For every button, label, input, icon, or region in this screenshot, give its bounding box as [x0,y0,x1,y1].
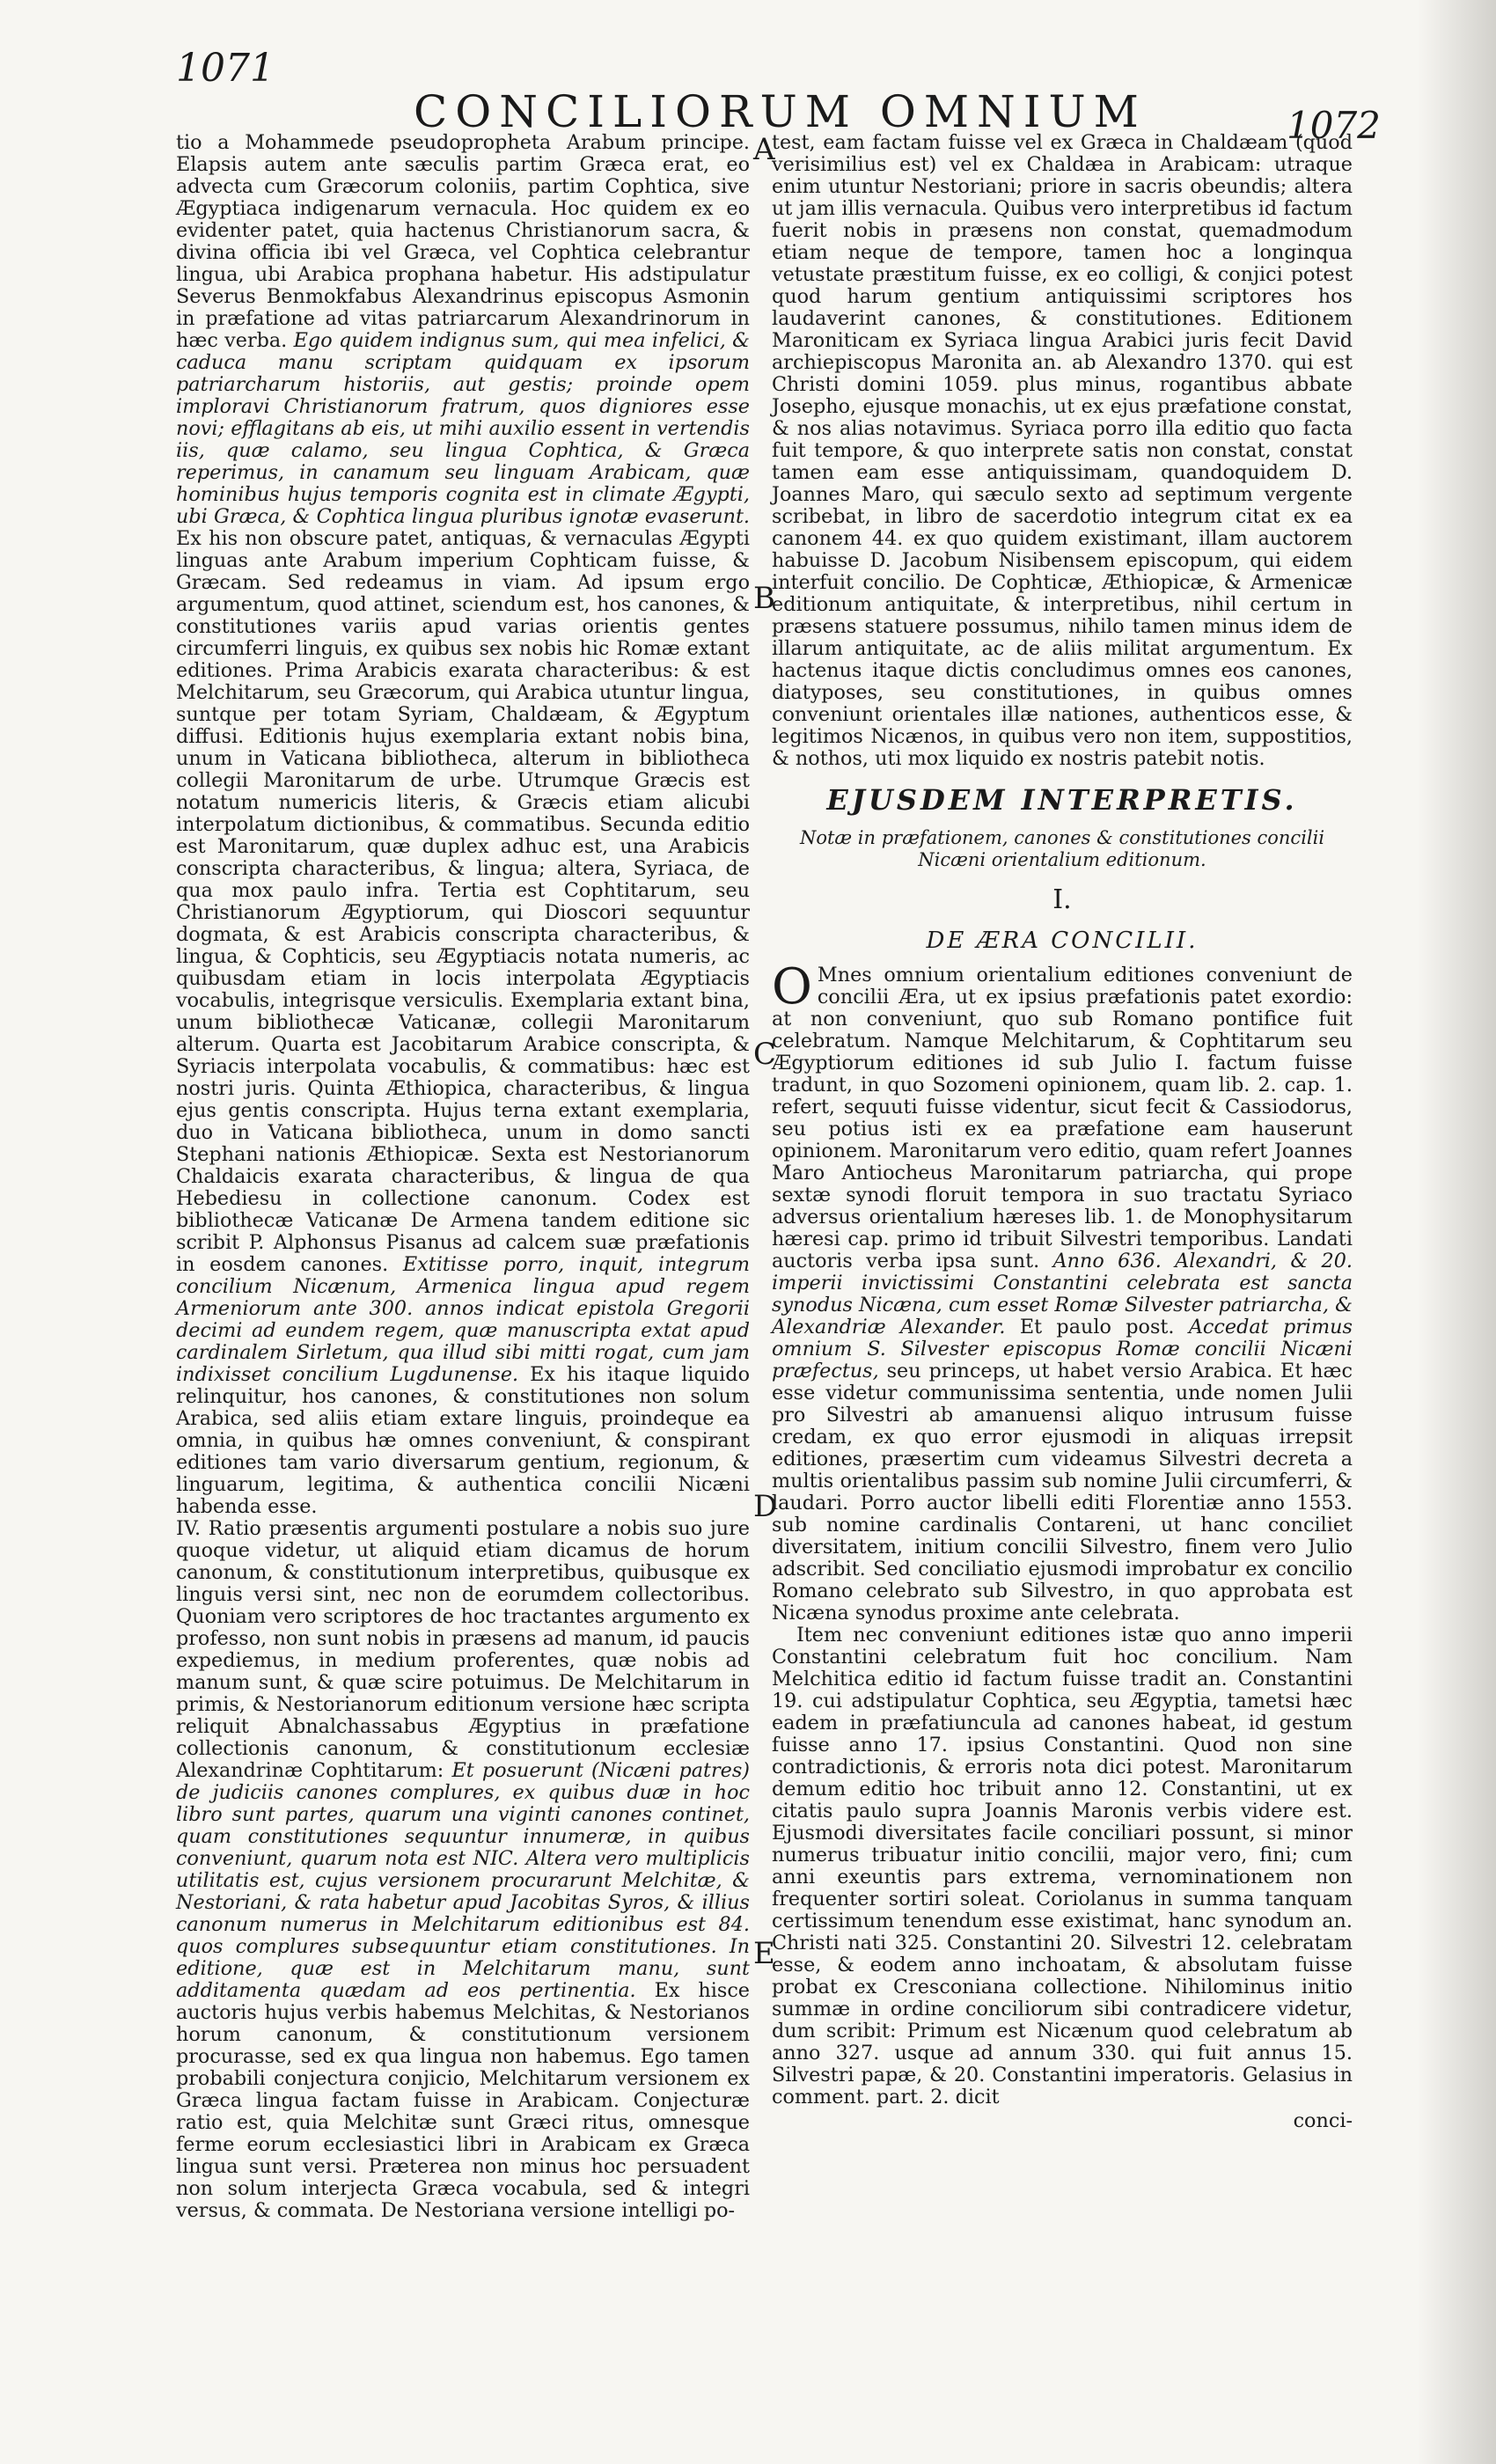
left-text-column [176,132,750,2222]
left-paragraph-1 [176,132,750,1518]
right-p2-quote: Anno 636. Alexandri, & 20. imperii invictissimi Constantini celebrata est sancta synodus Nicæna, cum esset Romæ Silvester patriarcha, & Alexandriæ Alexander. [772,1250,1353,1338]
running-head-title: CONCILIORUM OMNIUM [414,86,1147,137]
margin-letter-c: C [753,1037,777,1072]
drop-cap-letter: O [772,958,812,1016]
right-p2-quote-2: Accedat primus omnium S. Silvester episcopus Romæ concilii Nicæni præfectus, [772,1316,1353,1382]
section-subtitle: Notæ in præfationem, canones & constitutiones concilii Nicæni orientalium editionum. [799,827,1325,870]
left-paragraph-2 [176,1518,750,2222]
section-title: EJUSDEM INTERPRETIS. [826,783,1298,817]
left-p2-quote: Et posuerunt (Nicæni patres) de judiciis canones complures, ex quibus duæ in hoc libro sunt partes, quarum una viginti canones continet, quam constitutiones sequuntur innumeræ, in quibus conveniunt, quarum nota est NIC. Altera vero multiplicis utilitatis est, cujus versionem procurarunt Melchitæ, & Nestoriani, & rata habetur apud Jacobitas Syros, & illius canonum numerus in Melchitarum editionibus est 84. quos complures subsequuntur etiam constitutiones. In editione, quæ est in Melchitarum manu, sunt additamenta quædam ad eos pertinentia. [176,1759,750,2002]
left-p1-tail-2: Ex his itaque liquido relinquitur, hos canones, & constitutiones non solum Arabica, sed aliis etiam extare linguis, proindeque ea omnia, in quibus hæ omnes conveniunt, & conspirant editiones tam vario diversarum gentium, regionum, & linguarum, legitima, & authentica concilii Nicæni habenda esse. [176,1363,751,1518]
left-p2-tail: Ex hisce auctoris hujus verbis habemus Melchitas, & Nestorianos horum canonum, & constitutionum versionem procurasse, sed ex qua lingua non habemus. Ego tamen probabili conjectura conjicio, Melchitarum versionem ex Græca lingua factam fuisse in Arabicam. Conjecturæ ratio est, quia Melchitæ sunt Græci ritus, omnesque ferme eorum ecclesiastici libri in Arabicam ex Græca lingua sunt versi. Præterea non minus hoc persuadent non solum interjecta Græca vocabula, sed & integri versus, & commata. De Nestoriana versione intelligi po- [176,1979,750,2222]
margin-letter-b: B [753,581,775,616]
catchword: conci- [1293,2109,1353,2132]
page-number-right: 1072 [1287,104,1381,147]
right-p2-mid: Et paulo post. [1019,1316,1175,1338]
right-paragraph-2 [772,958,1353,1624]
left-p1-quote-2: Extitisse porro, inquit, integrum concilium Nicænum, Armenica lingua apud regem Armeniorum ante 300. annos indicat epistola Gregorii decimi ad eundem regem, quæ manuscripta extat apud cardinalem Sirletum, qua illud sibi mitti rogat, cum jam indixisset concilium Lugdunense. [176,1253,750,1386]
right-paragraph-3: Item nec conveniunt editiones istæ quo anno imperii Constantini celebratum fuit hoc concilium. Nam Melchitica editio id factum fuisse tradit an. Constantini 19. cui adstipulatur Cophtica, seu Ægyptia, tametsi hæc eadem in præfatiuncula ad canones habeat, id gestum fuisse anno 17. ipsius Constantini. Quod non sine contradictionis, & erroris nota dici potest. Maronitarum demum editio hoc tribuit anno 12. Constantini, ut ex citatis paulo supra Joannis Maronis verbis videre est. Ejusmodi diversitates facile conciliari possunt, si minor numerus tribuatur initio concilii, major vero, fini; cum anni exeuntis pars extrema, vernominationem non frequenter sortiri soleat. Coriolanus in summa tanquam certissimum tenendum esse existimat, hanc synodum an. Christi nati 325. Constantini 20. Silvestri 12. celebratam esse, & eodem anno inchoatam, & absolutam fuisse probat ex Cresconiana collectione. Nihilominus initio summæ in ordine conciliorum sibi contradicere videtur, dum scribit: Primum est Nicænum quod celebratum ab anno 327. usque ad annum 330. qui fuit annus 15. Silvestri papæ, & 20. Constantini imperatoris. Gelasius in comment. part. 2. dicit [772,1624,1353,2108]
page-number-left: 1071 [176,46,275,91]
right-text-column [772,132,1353,2132]
page-gutter-shadow [1417,0,1496,2464]
section-heading: DE ÆRA CONCILII. [926,928,1199,954]
margin-letter-d: D [753,1489,778,1524]
left-p1-tail: Ex his non obscure patet, antiquas, & vernaculas Ægypti linguas ante Arabum imperium Cophticam fuisse, & Græcam. Sed redeamus in viam. Ad ipsum ergo argumentum, quod attinet, sciendum est, hos canones, & constitutiones variis apud varias orientis gentes circumferri linguis, ex quibus sex nobis hic Romæ extant editiones. Prima Arabicis exarata characteribus: & est Melchitarum, seu Græcorum, qui Arabica utuntur lingua, suntque per totam Syriam, Chaldæam, & Ægyptum diffusi. Editionis hujus exemplaria extant nobis bina, unum in Vaticana bibliotheca, alterum in bibliotheca collegii Maronitarum de urbe. Utrumque Græcis est notatum numericis literis, & Græcis etiam alicubi interpolatum dictionibus, & commatibus. Secunda editio est Maronitarum, quæ duplex adhuc est, una Arabicis conscripta characteribus, & lingua; altera, Syriaca, de qua mox paulo infra. Tertia est Cophtitarum, seu Christianorum Ægyptiorum, qui Dioscori sequuntur dogmata, & est Arabicis conscripta characteribus, & lingua, & Cophticis, seu Ægyptiacis notata numeris, ac quibusdam etiam in locis interpolata Ægyptiacis vocabulis, integrisque versiculis. Exemplaria extant bina, unum bibliothecæ Vaticanæ, collegii Maronitarum alterum. Quarta est Jacobitarum Arabice conscripta, & Syriacis interpolata vocabulis, & commatibus: hæc est nostri juris. Quinta Æthiopica, characteribus, & lingua ejus gentis conscripta. Hujus terna extant exemplaria, duo in Vaticana bibliotheca, unum in domo sancti Stephani nationis Æthiopicæ. Sexta est Nestorianorum Chaldaicis exarata characteribus, & lingua de qua Hebediesu in collectione canonum. Codex est bibliothecæ Vaticanæ De Armena tandem editione sic scribit P. Alphonsus Pisanus ad calcem suæ præfationis in eosdem canones. [176,527,750,1276]
right-p2-tail: seu princeps, ut habet versio Arabica. Et hæc esse videtur communissima sententia, unde nomen Julii pro Silvestri ab amanuensi aliquo intrusum fuisse credam, ex quo error ejusmodi in aliquas irrepsit editiones, præsertim cum videamus Silvestri decreta a multis orientalibus passim sub nomine Julii circumferri, & laudari. Porro auctor libelli editi Florentiæ anno 1553. sub nomine cardinalis Contareni, ut hanc conciliet diversitatem, initium concilii Silvestro, finem vero Julio adscribit. Sed conciliatio ejusmodi improbatur ex concilio Romano celebrato sub Silvestro, in quo approbata est Nicæna synodus proxime ante celebrata. [772,1360,1353,1624]
left-p2-text: IV. Ratio præsentis argumenti postulare a nobis suo jure quoque videtur, ut aliquid etiam dicamus de horum canonum, & constitutionum interpretibus, quibusque ex linguis versi sint, nec non de eorumdem collectoribus. Quoniam vero scriptores de hoc tractantes argumento ex professo, non sunt nobis in præsens ad manum, id paucis expediemus, in medium proferentes, quæ nobis ad manum sunt, & quæ scire potuimus. De Melchitarum in primis, & Nestorianorum editionum versione hæc scripta reliquit Abnalchassabus Ægyptius in præfatione collectionis canonum, & constitutionum ecclesiæ Alexandrinæ Cophtitarum: [176,1517,750,1782]
margin-letter-a: A [753,132,775,167]
left-p1-quote: Ego quidem indignus sum, qui mea infelici, & caduca manu scriptam quidquam ex ipsorum patriarcharum historiis, aut gestis; proinde opem imploravi Christianorum fratrum, quos digniores esse novi; efflagitans ab eis, ut mihi auxilio essent in vertendis iis, quæ calamo, seu lingua Cophtica, & Græca reperimus, in canamum seu linguam Arabicam, quæ hominibus hujus temporis cognita est in climate Ægypti, ubi Græca, & Cophtica lingua pluribus ignotæ evaserunt. [176,329,750,528]
right-paragraph-1: test, eam factam fuisse vel ex Græca in Chaldæam (quod verisimilius est) vel ex Chaldæa in Arabicam: utraque enim utuntur Nestoriani; priore in sacris obeundis; altera ut jam illis vernacula. Quibus vero interpretibus id factum fuerit nobis in præsens non constat, quemadmodum etiam neque de tempore, tamen hoc a longinqua vetustate præstitum fuisse, ex eo colligi, & conjici potest quod harum gentium antiquissimi scriptores hos laudaverint canones, & constitutiones. Editionem Maroniticam ex Syriaca lingua Arabici juris fecit David archiepiscopus Maronita an. ab Alexandro 1370. qui est Christi domini 1059. plus minus, rogantibus abbate Josepho, ejusque monachis, ut ex ejus præfatione constat, & nos alias notavimus. Syriaca porro illa editio quo facta fuit tempore, & quo interprete satis non constat, constat tamen eam esse antiquissimam, quandoquidem D. Joannes Maro, qui sæculo sexto ad septimum vergente scribebat, in libro de sacerdotio integrum citat ex ea canonem 44. ex quo quidem existimant, illam auctorem habuisse D. Jacobum Nisibensem episcopum, qui eidem interfuit concilio. De Cophticæ, Æthiopicæ, & Armenicæ editionum antiquitate, & interpretibus, nihil certum in præsens statuere possumus, nihilo tamen minus idem de illarum antiquitate, ac de aliis militat argumentum. Ex hactenus itaque dictis concludimus omnes eos canones, diatyposes, seu constitutiones, in quibus omnes conveniunt orientales illæ nationes, authenticos esse, & legitimos Nicænos, in quibus vero non item, suppostitios, & nothos, uti mox liquido ex nostris patebit notis. [772,131,1353,770]
right-p2-text: Mnes omnium orientalium editiones conveniunt de concilii Æra, ut ex ipsius præfationis patet exordio: at non conveniunt, quo sub Romano pontifice fuit celebratum. Namque Melchitarum, & Cophtitarum seu Ægyptiorum editiones id sub Julio I. factum fuisse tradunt, in quo Sozomeni opinionem, quam lib. 2. cap. 1. refert, sequuti fuisse videntur, sicut fecit & Cassiodorus, seu potius isti ex ea præfatione eam hauserunt opinionem. Maronitarum vero editio, quam refert Joannes Maro Antiocheus Maronitarum patriarcha, qui prope sextæ synodi floruit tempora in suo tractatu Syriaco adversus orientalium hæreses lib. 1. de Monophysitarum hæresi cap. primo id tribuit Silvestri temporibus. Landati auctoris verba ipsa sunt. [772,964,1353,1272]
section-number: I. [1052,884,1072,915]
left-p1-text: tio a Mohammede pseudopropheta Arabum principe. Elapsis autem ante sæculis partim Græca erat, eo advecta cum Græcorum coloniis, partim Cophtica, sive Ægyptiaca indigenarum vernacula. Hoc quidem ex eo evidenter patet, quia hactenus Christianorum sacra, & divina officia ibi vel Græca, vel Cophtica celebrantur lingua, ubi Arabica prophana habetur. His adstipulatur Severus Benmokfabus Alexandrinus episcopus Asmonin in præfatione ad vitas patriarcarum Alexandrinorum in hæc verba. [176,131,750,352]
margin-letter-e: E [753,1936,775,1971]
